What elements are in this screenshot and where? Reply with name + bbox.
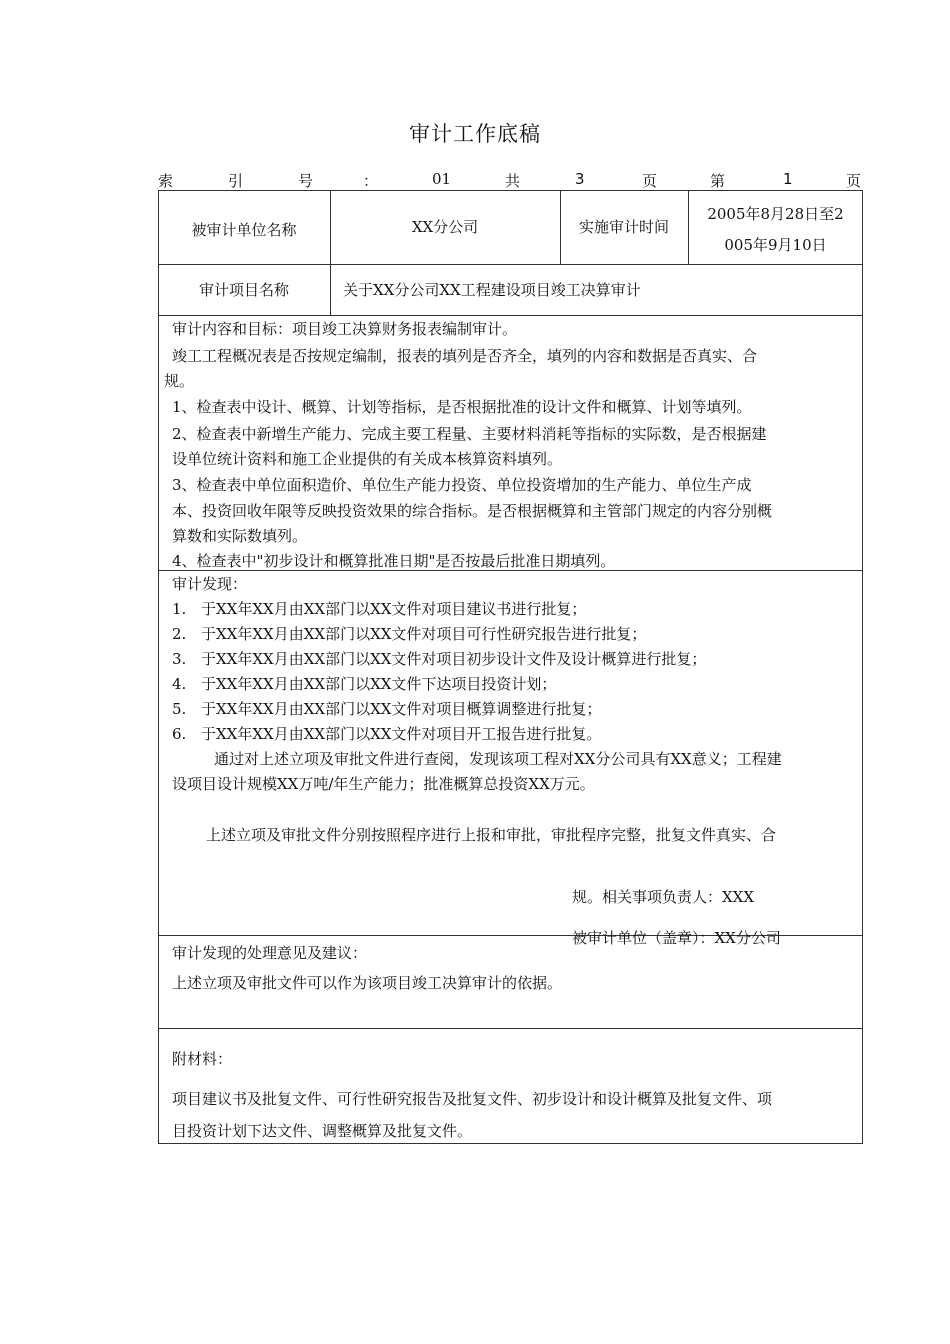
findings-item: 于XX年XX月由XX部门以XX文件下达项目投资计划；: [201, 675, 557, 693]
index-label-char: ：: [363, 172, 379, 190]
content-item-3-line2: 本、投资回收年限等反映投资效果的综合指标。是否根据概算和主管部门规定的内容分别概: [172, 502, 773, 520]
content-heading: 审计内容和目标：项目竣工决算财务报表编制审计。: [172, 320, 518, 338]
findings-item-num: 3.: [172, 650, 187, 668]
current-prefix: 第: [710, 172, 726, 190]
index-label-char: 引: [228, 172, 244, 190]
findings-summary-line2: 设项目设计规模XX万吨/年生产能力；批准概算总投资XX万元。: [172, 775, 595, 793]
content-intro-line2: 规。: [164, 372, 195, 390]
content-item-3-line3: 算数和实际数填列。: [172, 527, 308, 545]
project-value: 关于XX分公司XX工程建设项目竣工决算审计: [343, 281, 641, 299]
findings-item: 于XX年XX月由XX部门以XX文件对项目建议书进行批复；: [201, 600, 587, 618]
audit-time-value-line1: 2005年8月28日至2: [707, 205, 844, 223]
document-title: 审计工作底稿: [409, 122, 541, 146]
content-item-3-line1: 3、检查表中单位面积造价、单位生产能力投资、单位投资增加的生产能力、单位生产成: [172, 476, 752, 494]
findings-conclusion-line2: 规。相关事项负责人：XXX: [572, 888, 755, 906]
findings-item: 于XX年XX月由XX部门以XX文件对项目概算调整进行批复；: [201, 700, 602, 718]
content-item-2-line1: 2、检查表中新增生产能力、完成主要工程量、主要材料消耗等指标的实际数，是否根据建: [172, 425, 767, 443]
audit-time-value-line2: 005年9月10日: [724, 236, 827, 254]
index-label-char: 索: [158, 172, 174, 190]
findings-item-num: 6.: [172, 725, 187, 743]
findings-item-num: 2.: [172, 625, 187, 643]
current-page: 1: [783, 170, 793, 188]
audit-time-label: 实施审计时间: [578, 218, 669, 236]
index-number: 01: [432, 170, 452, 188]
findings-heading: 审计发现：: [172, 575, 248, 593]
findings-item: 于XX年XX月由XX部门以XX文件对项目初步设计文件及设计概算进行批复；: [201, 650, 707, 668]
findings-conclusion-line1: 上述立项及审批文件分别按照程序进行上报和审批，审批程序完整，批复文件真实、合: [206, 826, 777, 844]
index-label-char: 号: [298, 172, 314, 190]
auditee-label: 被审计单位名称: [191, 221, 297, 239]
attachments-line2: 目投资计划下达文件、调整概算及批复文件。: [172, 1122, 473, 1140]
content-intro-line1: 竣工工程概况表是否按规定编制，报表的填列是否齐全，填列的内容和数据是否真实、合: [172, 347, 758, 365]
page-unit: 页: [846, 172, 862, 190]
findings-item: 于XX年XX月由XX部门以XX文件对项目可行性研究报告进行批复；: [201, 625, 647, 643]
project-label: 审计项目名称: [198, 281, 289, 299]
total-pages: 3: [575, 170, 585, 188]
auditee-value: XX分公司: [411, 218, 479, 236]
content-item-2-line2: 设单位统计资料和施工企业提供的有关成本核算资料填列。: [172, 450, 563, 468]
content-item-1: 1、检查表中设计、概算、计划等指标，是否根据批准的设计文件和概算、计划等填列。: [172, 398, 752, 416]
clipped-signature: 被审计单位（盖章）：XX分公司: [572, 929, 781, 947]
content-item-4: 4、检查表中"初步设计和概算批准日期"是否按最后批准日期填列。: [172, 552, 616, 570]
findings-item: 于XX年XX月由XX部门以XX文件对项目开工报告进行批复。: [201, 725, 602, 743]
attachments-heading: 附材料：: [172, 1050, 233, 1068]
findings-item-num: 4.: [172, 675, 187, 693]
findings-item-num: 5.: [172, 700, 187, 718]
findings-item-num: 1.: [172, 600, 187, 618]
opinion-heading: 审计发现的处理意见及建议：: [172, 944, 368, 962]
content-item-4-clip: [160, 545, 860, 570]
total-prefix: 共: [505, 172, 521, 190]
findings-summary-line1: 通过对上述立项及审批文件进行查阅，发现该项工程对XX分公司具有XX意义；工程建: [214, 750, 782, 768]
attachments-line1: 项目建议书及批复文件、可行性研究报告及批复文件、初步设计和设计概算及批复文件、项: [172, 1090, 773, 1108]
index-row: [158, 170, 863, 192]
page-unit: 页: [642, 172, 658, 190]
clipped-signature-box: [560, 920, 860, 947]
opinion-text: 上述立项及审批文件可以作为该项目竣工决算审计的依据。: [172, 974, 563, 992]
